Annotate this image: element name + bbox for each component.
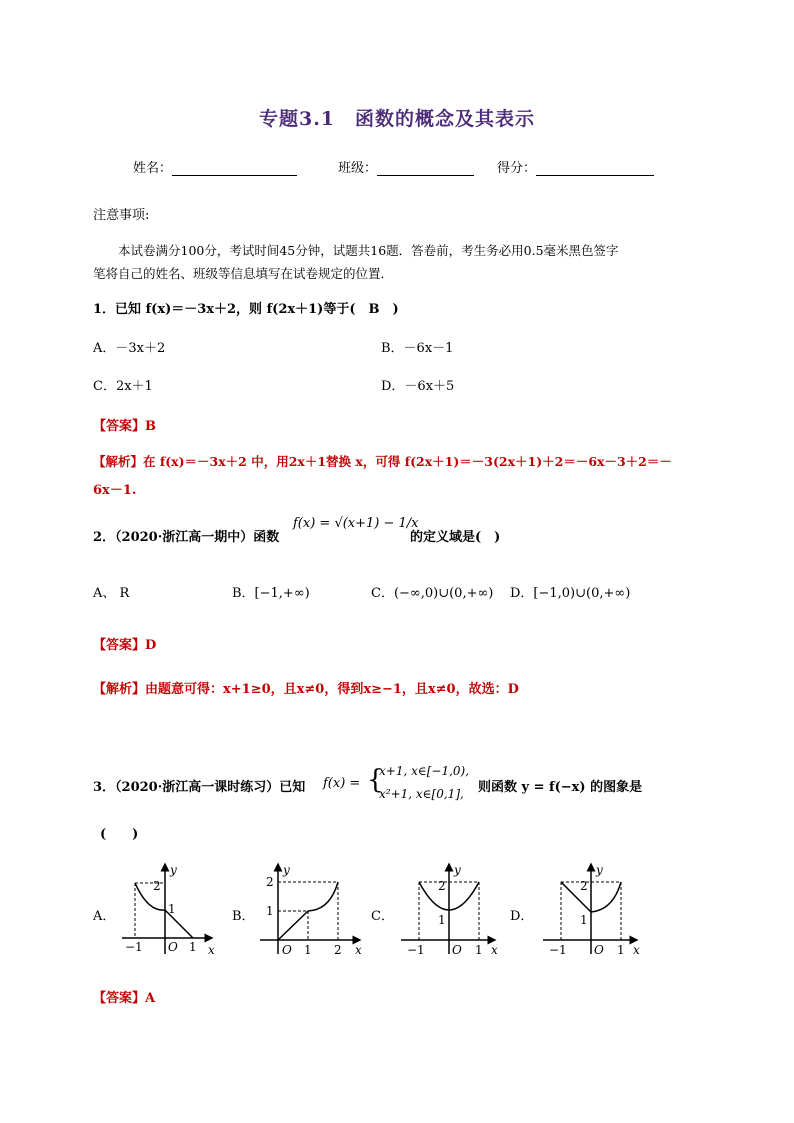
tick-neg1: −1 bbox=[549, 943, 567, 957]
tick-y2: 2 bbox=[266, 875, 274, 889]
q1-option-a[interactable]: A．－3x＋2 bbox=[93, 341, 166, 356]
name-field[interactable] bbox=[133, 157, 297, 176]
tick-1: 1 bbox=[475, 943, 483, 957]
q3-function: f(x) = bbox=[323, 776, 361, 791]
score-blank[interactable] bbox=[536, 161, 654, 176]
x-label: x bbox=[491, 943, 498, 957]
class-blank[interactable] bbox=[377, 161, 474, 176]
graph-c[interactable] bbox=[397, 858, 507, 958]
q1-stem: 1．已知 f(x)＝－3x＋2，则 f(2x＋1)等于( B ) bbox=[93, 302, 399, 317]
graph-a[interactable] bbox=[120, 858, 220, 958]
tick-y2: 2 bbox=[153, 879, 161, 893]
origin-label: O bbox=[594, 943, 604, 957]
curve bbox=[591, 882, 621, 912]
q1-option-b[interactable]: B．－6x－1 bbox=[381, 341, 454, 356]
tick-1: 1 bbox=[617, 943, 625, 957]
q2-function bbox=[293, 516, 419, 531]
q1-analysis-line-1: 【解析】在 f(x)＝－3x＋2 中，用2x＋1替换 x，可得 f(2x＋1)＝－3(2x＋1)＋2＝－6x－3＋2＝－ bbox=[93, 454, 672, 469]
tick-y1: 1 bbox=[168, 902, 176, 916]
q2-answer: 【答案】D bbox=[93, 638, 157, 653]
graph-b[interactable] bbox=[258, 858, 368, 958]
q3-piece-1: x+1, x∈[−1,0), bbox=[379, 764, 470, 778]
y-label: y bbox=[454, 863, 461, 877]
q3-brace: { bbox=[367, 765, 384, 795]
q1-option-c[interactable]: C．2x＋1 bbox=[93, 379, 153, 394]
tick-neg1: −1 bbox=[125, 940, 143, 954]
q2-stem-pre: 2．（2020·浙江高一期中）函数 bbox=[93, 530, 280, 545]
x-label: x bbox=[633, 943, 640, 957]
q2-option-d[interactable]: D．[−1,0)∪(0,+∞) bbox=[510, 586, 631, 601]
q3-blank: ( ) bbox=[100, 827, 139, 842]
curve bbox=[308, 882, 338, 911]
line-segment bbox=[278, 911, 308, 940]
q3-piece-2: x²+1, x∈[0,1], bbox=[379, 787, 464, 801]
score-field[interactable] bbox=[497, 157, 654, 176]
x-label: x bbox=[208, 943, 215, 957]
origin-label: O bbox=[168, 940, 178, 954]
x-label: x bbox=[355, 943, 362, 957]
tick-y1: 1 bbox=[580, 913, 588, 927]
tick-2: 2 bbox=[334, 943, 342, 957]
score-label: 得分： bbox=[497, 161, 537, 176]
y-label: y bbox=[170, 863, 177, 877]
name-label: 姓名： bbox=[133, 161, 173, 176]
origin-label: O bbox=[282, 943, 292, 957]
q2-function-text: f(x) = √(x+1) − 1/x bbox=[293, 516, 419, 531]
q3-option-a-label[interactable]: A． bbox=[93, 909, 116, 924]
q2-option-a[interactable]: A、 R bbox=[93, 586, 130, 601]
q2-stem-post: 的定义域是( ) bbox=[410, 530, 501, 545]
name-blank[interactable] bbox=[172, 161, 297, 176]
q3-stem-post: 则函数 y = f(−x) 的图象是 bbox=[478, 780, 643, 795]
notice-line-2: 笔将自己的姓名、班级等信息填写在试卷规定的位置． bbox=[93, 266, 394, 281]
q3-option-b-label[interactable]: B． bbox=[232, 909, 255, 924]
q3-option-d-label[interactable]: D． bbox=[510, 909, 534, 924]
q2-option-b[interactable]: B．[−1,+∞) bbox=[232, 586, 310, 601]
q3-answer: 【答案】A bbox=[93, 991, 156, 1006]
tick-y1: 1 bbox=[438, 913, 446, 927]
q1-option-d[interactable]: D．－6x＋5 bbox=[381, 379, 455, 394]
page-title: 专题3.1 函数的概念及其表示 bbox=[258, 108, 536, 130]
tick-y2: 2 bbox=[580, 879, 588, 893]
notice-line-1: 本试卷满分100分，考试时间45分钟，试题共16题．答卷前，考生务必用0.5毫米黑色签字 bbox=[118, 243, 619, 258]
graph-d[interactable] bbox=[537, 858, 647, 958]
q3-option-c-label[interactable]: C． bbox=[371, 909, 394, 924]
y-label: y bbox=[596, 863, 603, 877]
tick-1: 1 bbox=[304, 943, 312, 957]
tick-y1: 1 bbox=[266, 904, 274, 918]
q1-answer: 【答案】B bbox=[93, 419, 156, 434]
class-field[interactable] bbox=[338, 157, 474, 176]
tick-y2: 2 bbox=[438, 879, 446, 893]
notice-label: 注意事项: bbox=[93, 208, 150, 223]
q1-analysis-line-2: 6x－1. bbox=[93, 483, 137, 498]
origin-label: O bbox=[452, 943, 462, 957]
q3-stem-pre: 3．（2020·浙江高一课时练习）已知 bbox=[93, 780, 306, 795]
class-label: 班级： bbox=[338, 161, 378, 176]
tick-neg1: −1 bbox=[407, 943, 425, 957]
q2-analysis: 【解析】由题意可得：x+1≥0，且x≠0，得到x≥−1，且x≠0，故选：D bbox=[93, 682, 519, 697]
q2-option-c[interactable]: C．(−∞,0)∪(0,+∞) bbox=[371, 586, 494, 601]
y-label: y bbox=[283, 863, 290, 877]
tick-1: 1 bbox=[189, 940, 197, 954]
